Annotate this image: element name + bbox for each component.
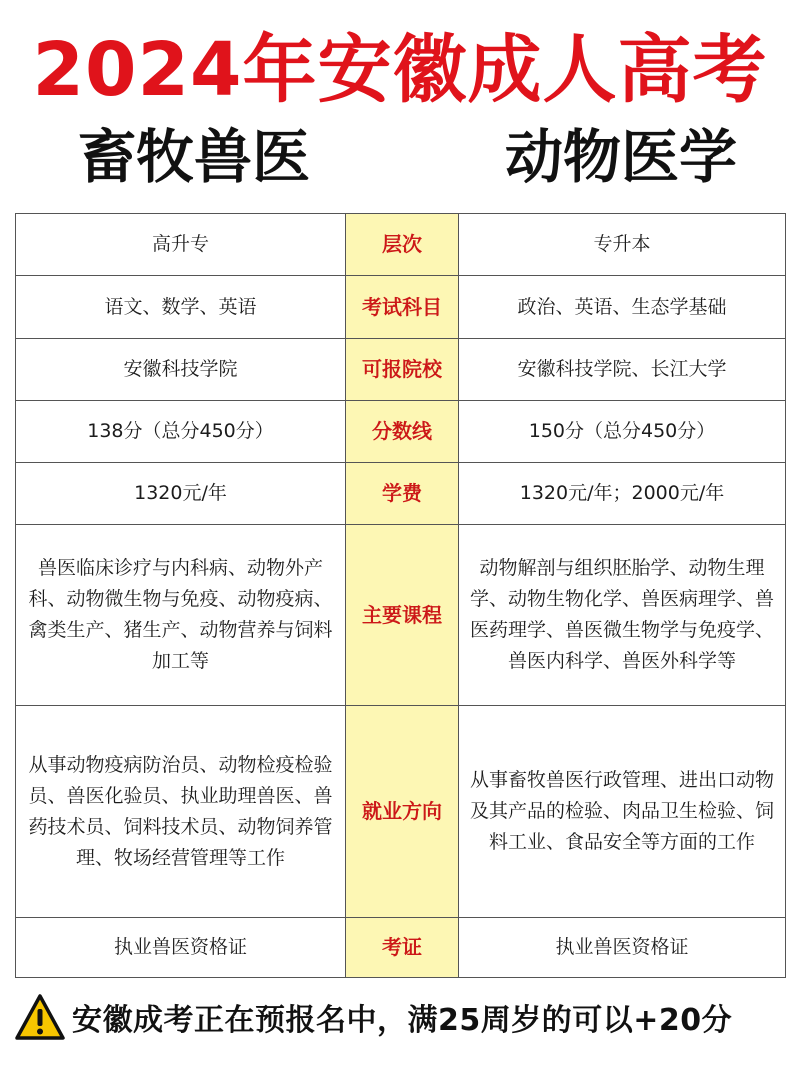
row-label: 学费: [346, 463, 459, 525]
right-cell: 150分（总分450分）: [459, 401, 786, 463]
table-row: [16, 463, 786, 525]
row-label: 考试科目: [346, 276, 459, 339]
table-row: [16, 339, 786, 401]
table-row: [16, 214, 786, 276]
warning-icon: [14, 993, 66, 1041]
footer-text: 安徽成考正在预报名中，满25周岁的可以+20分: [72, 1003, 733, 1038]
comparison-table: [15, 213, 786, 978]
footer-notice: [14, 989, 794, 1045]
left-cell: 138分（总分450分）: [16, 401, 346, 463]
row-label: 可报院校: [346, 339, 459, 401]
left-major-heading: 畜牧兽医: [78, 123, 311, 191]
left-cell: 语文、数学、英语: [16, 276, 346, 339]
left-cell: 安徽科技学院: [16, 339, 346, 401]
right-cell: 1320元/年；2000元/年: [459, 463, 786, 525]
row-label: 考证: [346, 918, 459, 978]
table-row: [16, 918, 786, 978]
left-cell: 从事动物疫病防治员、动物检疫检验员、兽医化验员、执业助理兽医、兽药技术员、饲料技术员、动物饲养管理、牧场经营管理等工作: [16, 706, 346, 918]
left-cell: 1320元/年: [16, 463, 346, 525]
right-cell: 从事畜牧兽医行政管理、进出口动物及其产品的检验、肉品卫生检验、饲料工业、食品安全等方面的工作: [459, 706, 786, 918]
table-row: [16, 706, 786, 918]
right-cell: 专升本: [459, 214, 786, 276]
right-cell: 执业兽医资格证: [459, 918, 786, 978]
right-major-heading: 动物医学: [505, 123, 738, 191]
table-row: [16, 401, 786, 463]
table-row: [16, 276, 786, 339]
left-cell: 执业兽医资格证: [16, 918, 346, 978]
left-cell: 兽医临床诊疗与内科病、动物外产科、动物微生物与免疫、动物疫病、禽类生产、猪生产、动物营养与饲料加工等: [16, 525, 346, 706]
right-cell: 安徽科技学院、长江大学: [459, 339, 786, 401]
row-label: 主要课程: [346, 525, 459, 706]
right-cell: 动物解剖与组织胚胎学、动物生理学、动物生物化学、兽医病理学、兽医药理学、兽医微生物学与免疫学、兽医内科学、兽医外科学等: [459, 525, 786, 706]
row-label: 层次: [346, 214, 459, 276]
right-cell: 政治、英语、生态学基础: [459, 276, 786, 339]
row-label: 分数线: [346, 401, 459, 463]
table-row: [16, 525, 786, 706]
row-label: 就业方向: [346, 706, 459, 918]
page-title: 2024年安徽成人高考: [32, 27, 768, 113]
left-cell: 高升专: [16, 214, 346, 276]
